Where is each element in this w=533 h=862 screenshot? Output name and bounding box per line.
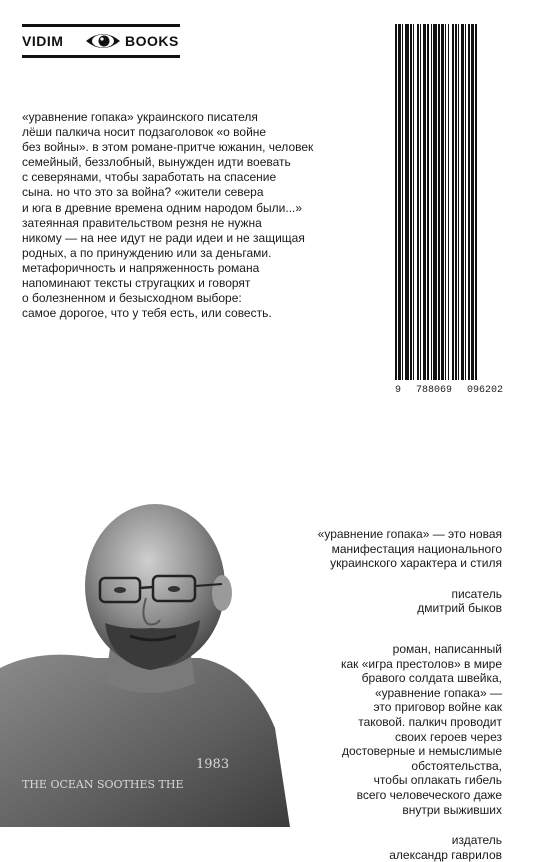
quote-2-line: своих героев через [395, 729, 502, 744]
barcode-bar [413, 24, 414, 380]
quote-1-role: писатель [451, 586, 502, 601]
barcode-bar [445, 24, 446, 380]
barcode-bar [405, 24, 409, 380]
barcode-bar [398, 24, 401, 380]
description-line: и юга в древние времена одним народом были...» [22, 200, 303, 215]
isbn-group-2: 096202 [466, 385, 503, 396]
logo-word-books: BOOKS [125, 33, 179, 49]
description-line: сына. но что это за война? «жители севера [22, 185, 264, 200]
quote-2-role: издатель [451, 833, 502, 848]
description-line: без войны». в этом романе-притче южанин, человек [22, 140, 314, 155]
barcode-bar [458, 24, 459, 380]
quote-2-line: «уравнение гопака» — [374, 685, 502, 700]
description-line: семейный, беззлобный, вынужден идти воевать [22, 155, 291, 170]
eye-icon [84, 29, 122, 53]
barcode-bars [395, 24, 503, 380]
publisher-logo [22, 24, 180, 58]
barcode [395, 24, 503, 380]
barcode-bar [417, 24, 419, 380]
description-line: метафоричность и напряженность романа [22, 260, 260, 275]
quote-1-line: «уравнение гопака» — это новая [317, 527, 502, 541]
quote-1-line: украинского характера и стиля [330, 556, 502, 571]
shirt-print-year: 1983 [196, 757, 230, 772]
barcode-bar [410, 24, 412, 380]
description-line: никому — на нее идут не ради идеи и не защищая [22, 230, 305, 245]
barcode-bar [475, 24, 477, 380]
logo-word-vidim: VIDIM [22, 33, 64, 49]
quote-1-author: дмитрий быков [417, 601, 502, 616]
barcode-bar [465, 24, 466, 380]
description-line: с северянами, чтобы заработать на спасение [22, 170, 277, 185]
barcode-bar [433, 24, 437, 380]
barcode-bar [468, 24, 470, 380]
barcode-bar [431, 24, 432, 380]
logo-bottom-rule [22, 55, 180, 58]
quote-2-line: бравого солдата швейка, [361, 671, 502, 686]
barcode-bar [471, 24, 474, 380]
isbn-prefix: 9 [395, 385, 402, 396]
barcode-bar [448, 24, 449, 380]
description-line: лёши палкича носит подзаголовок «о войне [22, 125, 267, 140]
author-photo [0, 498, 290, 827]
description-line: напоминают тексты стругацких и говорят [22, 276, 251, 291]
description-line: родных, а по принуждению или за деньгами. [22, 245, 272, 260]
description-line: самое дорогое, что у тебя есть, или совесть. [22, 306, 272, 321]
logo-top-rule [22, 24, 180, 27]
quote-2-line: достоверные и немыслимые [341, 744, 502, 759]
barcode-bar [452, 24, 454, 380]
author-portrait-image [0, 498, 290, 827]
barcode-bar [402, 24, 403, 380]
barcode-bar [455, 24, 457, 380]
barcode-bar [441, 24, 444, 380]
barcode-bar [461, 24, 464, 380]
quote-1-line: манифестация национального [331, 541, 502, 556]
quote-2-line: роман, написанный [392, 641, 502, 656]
isbn-group-1: 788069 [415, 385, 452, 396]
review-quotes [262, 527, 502, 862]
barcode-bar [395, 24, 397, 380]
quote-2-line: всего человеческого даже [356, 787, 502, 802]
quote-2-line: внутри выживших [402, 802, 502, 817]
book-description [22, 110, 377, 321]
isbn-digits [395, 386, 503, 396]
barcode-bar [438, 24, 440, 380]
barcode-bar [423, 24, 426, 380]
description-line: затеянная правительством резня не нужна [22, 215, 262, 230]
shirt-print-text: THE OCEAN SOOTHES THE [22, 778, 184, 791]
barcode-bar [420, 24, 421, 380]
quote-2-line: обстоятельства, [411, 758, 502, 773]
barcode-bar [427, 24, 429, 380]
quote-2-author: александр гаврилов [389, 847, 502, 862]
quote-2-line: как «игра престолов» в мире [340, 656, 502, 671]
quote-2-line: чтобы оплакать гибель [373, 773, 502, 788]
description-line: «уравнение гопака» украинского писателя [22, 110, 258, 124]
quote-2-line: это приговор войне как [373, 700, 502, 715]
quote-2-line: таковой. палкич проводит [358, 714, 502, 729]
description-line: о болезненном и безысходном выборе: [22, 291, 242, 306]
